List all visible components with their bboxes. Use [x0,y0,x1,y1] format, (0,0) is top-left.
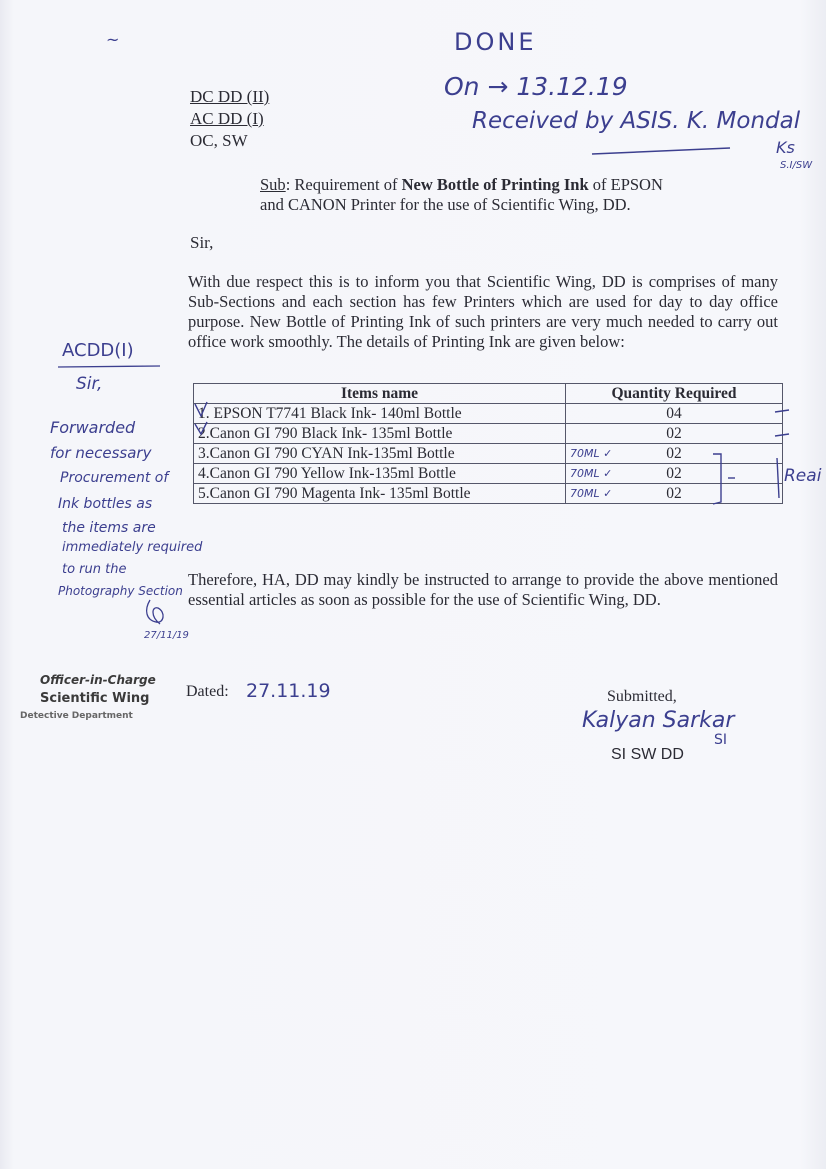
header-quantity: Quantity Required [566,384,783,404]
done-date-note: On → 13.12.19 [444,72,628,101]
qty-value: 02 [666,425,682,442]
margin-note-line: to run the [62,562,127,577]
qty-value: 04 [666,405,682,422]
margin-note-signature [140,596,180,630]
subject-bold: New Bottle of Printing Ink [401,175,589,194]
office-stamp-line-3: Detective Department [20,711,133,721]
margin-note-line: the items are [62,520,156,536]
item-name: 2.Canon GI 790 Black Ink- 135ml Bottle [194,424,566,444]
margin-note-rule [56,362,166,372]
margin-note-date: 27/11/19 [144,630,189,641]
subject-post: of EPSON [588,175,663,194]
margin-note-line: for necessary [50,444,152,462]
margin-note-line: Photography Section [58,584,183,598]
office-stamp-line-2: Scientific Wing [40,691,150,706]
received-underline [590,140,740,160]
qty-value: 02 [666,445,682,462]
side-req-note: Reai [784,466,822,486]
item-name: 1. EPSON T7741 Black Ink- 140ml Bottle [194,404,566,424]
submitted-label: Submitted, [607,688,677,705]
margin-note-head: ACDD(I) [62,340,134,361]
header-items-name: Items name [194,384,566,404]
margin-note-line: immediately required [62,540,203,555]
initials-sub-note: S.I/SW [780,160,813,171]
signature-suffix: SI [714,732,728,748]
item-name: 4.Canon GI 790 Yellow Ink-135ml Bottle [194,464,566,484]
initials-note: Ks [776,138,795,157]
signature: Kalyan Sarkar [582,708,735,733]
done-note: DONE [454,28,537,56]
margin-note-line: Forwarded [50,418,136,437]
subject-line-1 [260,175,663,195]
qty-value: 02 [666,485,682,502]
item-name: 5.Canon GI 790 Magenta Ink- 135ml Bottle [194,484,566,504]
addressee-2: AC DD (I) [190,109,264,128]
qty-handwritten-note: 70ML ✓ [570,467,613,480]
closing-paragraph: Therefore, HA, DD may kindly be instructed to arrange to provide the above mentioned essential articles as soon as possible for the use of Scientific Wing, DD. [188,570,778,609]
qty-value: 02 [666,465,682,482]
table-handwritten-marks [185,398,826,510]
margin-note-line: Ink bottles as [58,496,153,512]
subject-label: Sub [260,175,286,194]
subject-line-2: and CANON Printer for the use of Scientific Wing, DD. [260,195,631,214]
qty-handwritten-note: 70ML ✓ [570,447,613,460]
dated-label: Dated: [186,683,229,700]
office-stamp-line-1: Officer-in-Charge [40,673,156,687]
body-paragraph: With due respect this is to inform you that Scientific Wing, DD is comprises of many Sub-Sections and each section has few Printers which are used for day to day office purpose. New Bottle of Printing Ink of such printers are very much needed to carry out office work smoothly. The details of Printing Ink are given below: [188,272,778,351]
addressee-3: OC, SW [190,131,248,150]
top-mark: ~ [106,30,120,49]
subject-pre: : Requirement of [285,175,402,194]
item-name: 3.Canon GI 790 CYAN Ink-135ml Bottle [194,444,566,464]
margin-note-sir: Sir, [76,374,103,394]
received-by-note: Received by ASIS. K. Mondal [472,108,801,134]
salutation: Sir, [190,233,214,252]
dated-value: 27.11.19 [246,680,331,702]
margin-note-line: Procurement of [60,470,169,486]
designation: SI SW DD [611,746,684,763]
qty-handwritten-note: 70ML ✓ [570,487,613,500]
addressee-1: DC DD (II) [190,87,270,106]
